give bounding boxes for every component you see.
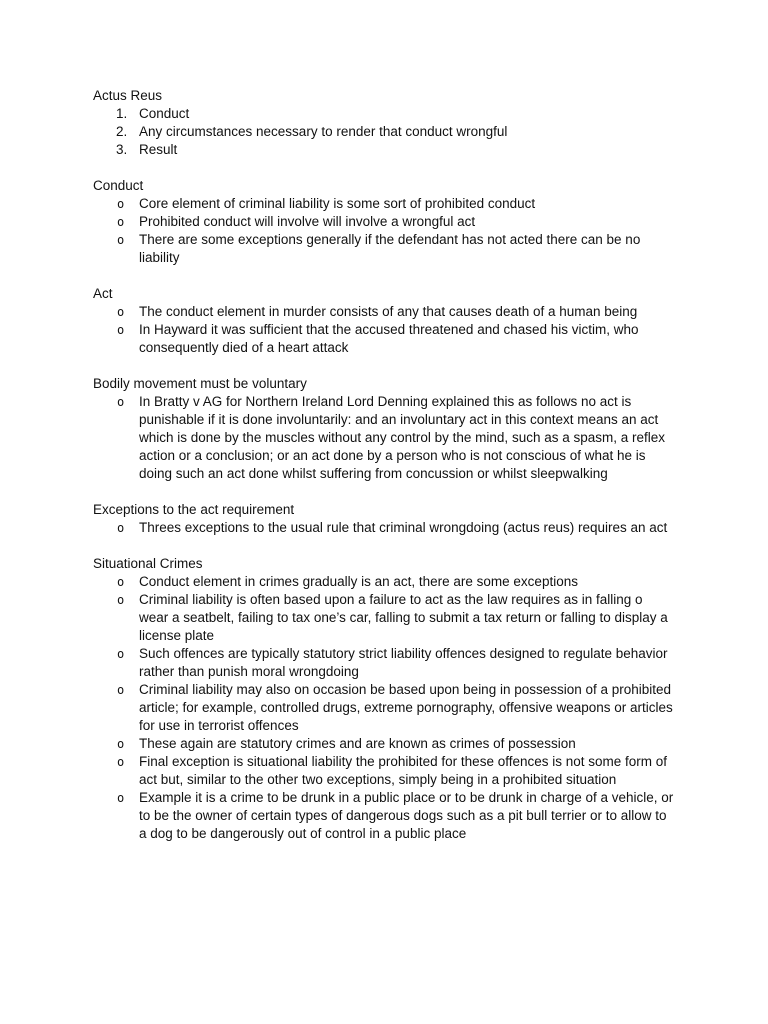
bullet-list: [0, 195, 768, 267]
bullet-marker: o: [117, 233, 125, 247]
bullet-marker: o: [117, 575, 125, 589]
bullet-marker: o: [117, 791, 125, 805]
list-item: [0, 123, 675, 141]
list-item-text: There are some exceptions generally if the defendant has not acted there can be no liability: [139, 232, 641, 265]
bullet-marker: o: [117, 647, 125, 661]
list-item: [0, 303, 675, 321]
list-item: [0, 645, 675, 681]
list-item-text: Conduct: [139, 106, 190, 121]
list-item: [0, 195, 675, 213]
list-item-text: Example it is a crime to be drunk in a public place or to be drunk in charge of a vehicle, or to be the owner of certain types of dangerous dogs such as a pit bull terrier or to allow to a dog to be dangerously out of control in a public place: [139, 790, 674, 841]
bullet-marker: o: [117, 521, 125, 535]
bullet-marker: o: [117, 683, 125, 697]
bullet-marker: o: [117, 737, 125, 751]
section-heading: Act: [93, 286, 113, 301]
section-actus-reus: [0, 87, 768, 159]
list-item-text: Result: [139, 142, 178, 157]
list-item: [0, 735, 675, 753]
list-item: [0, 753, 675, 789]
list-item: [0, 141, 675, 159]
bullet-marker: o: [117, 593, 125, 607]
list-item: [0, 681, 675, 735]
bullet-marker: o: [117, 755, 125, 769]
list-item-text: Criminal liability may also on occasion be based upon being in possession of a prohibited article; for example, controlled drugs, extreme pornography, offensive weapons or articles for use in terrorist offences: [139, 682, 673, 733]
list-item-text: Criminal liability is often based upon a failure to act as the law requires as in falling o wear a seatbelt, failing to tax one’s car, falling to submit a tax return or falling to display a license plate: [139, 592, 668, 643]
list-item: [0, 231, 675, 267]
list-item-text: Any circumstances necessary to render that conduct wrongful: [139, 124, 508, 139]
list-item-text: Final exception is situational liability the prohibited for these offences is not some form of act but, similar to the other two exceptions, simply being in a prohibited situation: [139, 754, 668, 787]
section-exceptions: [0, 501, 768, 537]
list-item: [0, 573, 675, 591]
bullet-marker: o: [117, 323, 125, 337]
list-item-text: In Hayward it was sufficient that the accused threatened and chased his victim, who consequently died of a heart attack: [139, 322, 639, 355]
bullet-list: [0, 303, 768, 357]
list-item: [0, 213, 675, 231]
section-conduct: [0, 177, 768, 267]
document-page: [0, 87, 768, 861]
list-item-text: These again are statutory crimes and are known as crimes of possession: [139, 736, 576, 751]
bullet-marker: o: [117, 215, 125, 229]
bullet-list: [0, 519, 768, 537]
list-item-text: Such offences are typically statutory strict liability offences designed to regulate behavior rather than punish moral wrongdoing: [139, 646, 668, 679]
list-item-text: Threes exceptions to the usual rule that criminal wrongdoing (actus reus) requires an act: [139, 520, 668, 535]
list-item: [0, 105, 675, 123]
bullet-list: [0, 393, 768, 483]
list-item: [0, 789, 675, 843]
section-bodily-movement: [0, 375, 768, 483]
list-number: 2.: [116, 124, 128, 139]
section-heading: Conduct: [93, 178, 144, 193]
list-item: [0, 321, 675, 357]
bullet-list: [0, 573, 768, 843]
section-heading: Bodily movement must be voluntary: [93, 376, 307, 391]
section-heading: Actus Reus: [93, 88, 163, 103]
list-item-text: The conduct element in murder consists of any that causes death of a human being: [139, 304, 638, 319]
list-item: [0, 591, 675, 645]
list-item-text: In Bratty v AG for Northern Ireland Lord Denning explained this as follows no act is punishable if it is done involuntarily: and an involuntary act in this context means an act which is done by the muscles without any control by the mind, such as a spasm, a reflex action or a conclusion; or an act done by a person who is not conscious of what he is doing such an act done whilst suffering from concussion or whilst sleepwalking: [139, 394, 666, 481]
list-item-text: Prohibited conduct will involve will involve a wrongful act: [139, 214, 476, 229]
list-item: [0, 393, 675, 483]
list-number: 3.: [116, 142, 128, 157]
list-item: [0, 519, 675, 537]
bullet-marker: o: [117, 305, 125, 319]
bullet-marker: o: [117, 197, 125, 211]
section-act: [0, 285, 768, 357]
section-situational-crimes: [0, 555, 768, 843]
list-item-text: Core element of criminal liability is some sort of prohibited conduct: [139, 196, 536, 211]
list-number: 1.: [116, 106, 128, 121]
bullet-marker: o: [117, 395, 125, 409]
section-heading: Situational Crimes: [93, 556, 203, 571]
list-item-text: Conduct element in crimes gradually is an act, there are some exceptions: [139, 574, 578, 589]
section-heading: Exceptions to the act requirement: [93, 502, 295, 517]
numbered-list: [0, 105, 768, 159]
